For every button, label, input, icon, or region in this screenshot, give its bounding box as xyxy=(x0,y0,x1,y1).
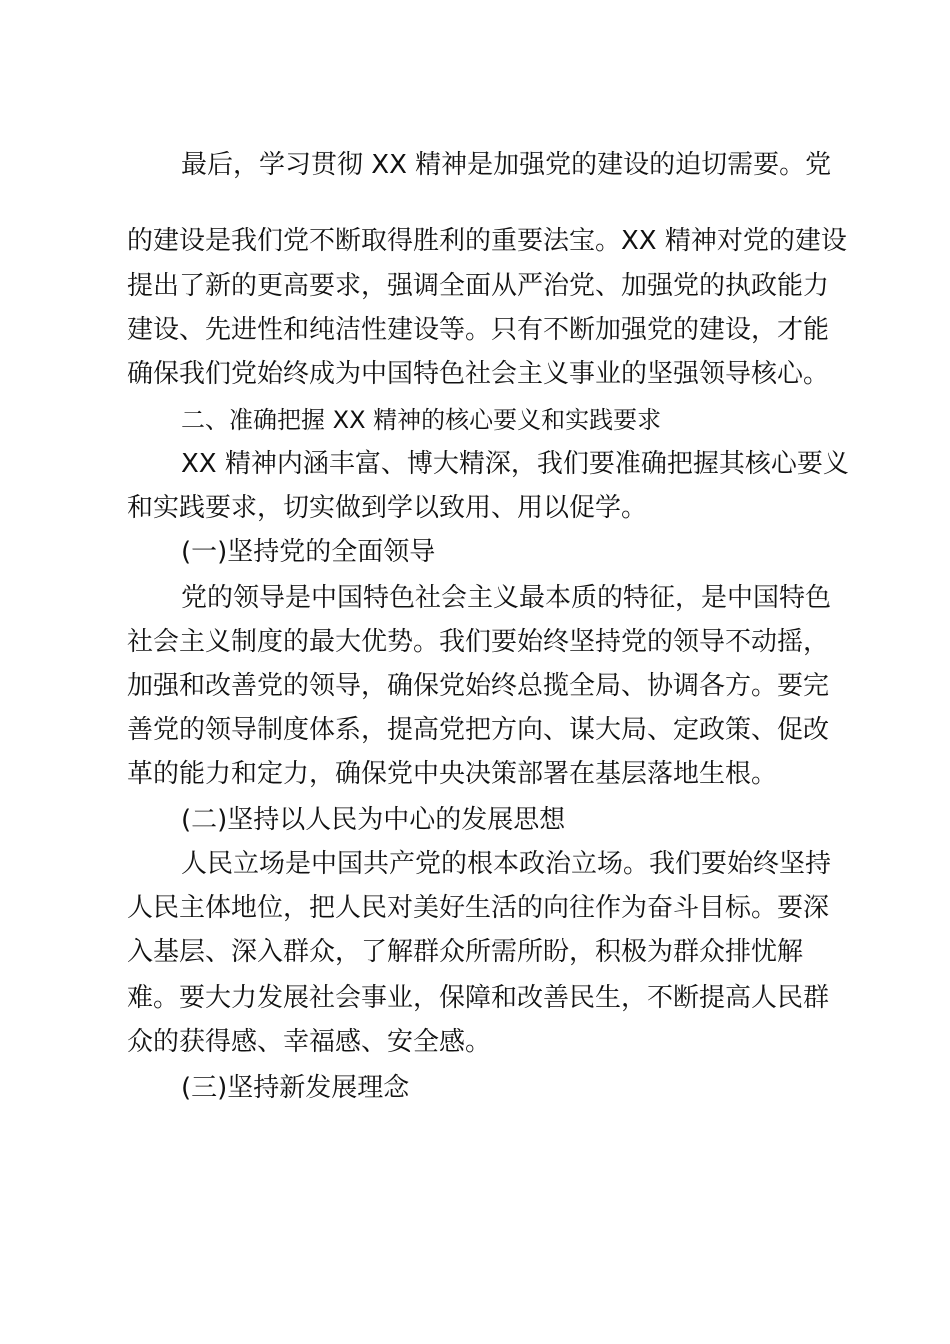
paragraph-line: 人民立场是中国共产党的根本政治立场。我们要始终坚持 xyxy=(181,849,832,879)
paragraph-line: 提出了新的更高要求，强调全面从严治党、加强党的执政能力 xyxy=(127,271,830,301)
paragraph-line: 人民主体地位，把人民对美好生活的向往作为奋斗目标。要深 xyxy=(127,893,830,923)
subsection-heading: (二)坚持以人民为中心的发展思想 xyxy=(181,805,566,835)
paragraph-line: 党的领导是中国特色社会主义最本质的特征，是中国特色 xyxy=(181,583,832,613)
paragraph-line: 革的能力和定力，确保党中央决策部署在基层落地生根。 xyxy=(127,759,778,789)
paragraph-line: 社会主义制度的最大优势。我们要始终坚持党的领导不动摇， xyxy=(127,627,830,657)
subsection-heading: (三)坚持新发展理念 xyxy=(181,1073,410,1103)
subsection-heading: (一)坚持党的全面领导 xyxy=(181,537,436,567)
paragraph-line: 难。要大力发展社会事业，保障和改善民生，不断提高人民群 xyxy=(127,983,830,1013)
paragraph-line: 善党的领导制度体系，提高党把方向、谋大局、定政策、促改 xyxy=(127,715,830,745)
paragraph-line: 众的获得感、幸福感、安全感。 xyxy=(127,1027,492,1057)
paragraph-line: 的建设是我们党不断取得胜利的重要法宝。XX 精神对党的建设 xyxy=(127,226,847,256)
paragraph-line: 确保我们党始终成为中国特色社会主义事业的坚强领导核心。 xyxy=(127,359,830,389)
paragraph-line: 建设、先进性和纯洁性建设等。只有不断加强党的建设，才能 xyxy=(127,315,830,345)
paragraph-line: 和实践要求，切实做到学以致用、用以促学。 xyxy=(127,493,648,523)
paragraph-line: 最后，学习贯彻 XX 精神是加强党的建设的迫切需要。党 xyxy=(181,150,832,180)
paragraph-line: XX 精神内涵丰富、博大精深，我们要准确把握其核心要义 xyxy=(181,449,849,479)
section-heading: 二、准确把握 XX 精神的核心要义和实践要求 xyxy=(181,406,662,434)
paragraph-line: 入基层、深入群众，了解群众所需所盼，积极为群众排忧解 xyxy=(127,937,804,967)
paragraph-line: 加强和改善党的领导，确保党始终总揽全局、协调各方。要完 xyxy=(127,671,830,701)
